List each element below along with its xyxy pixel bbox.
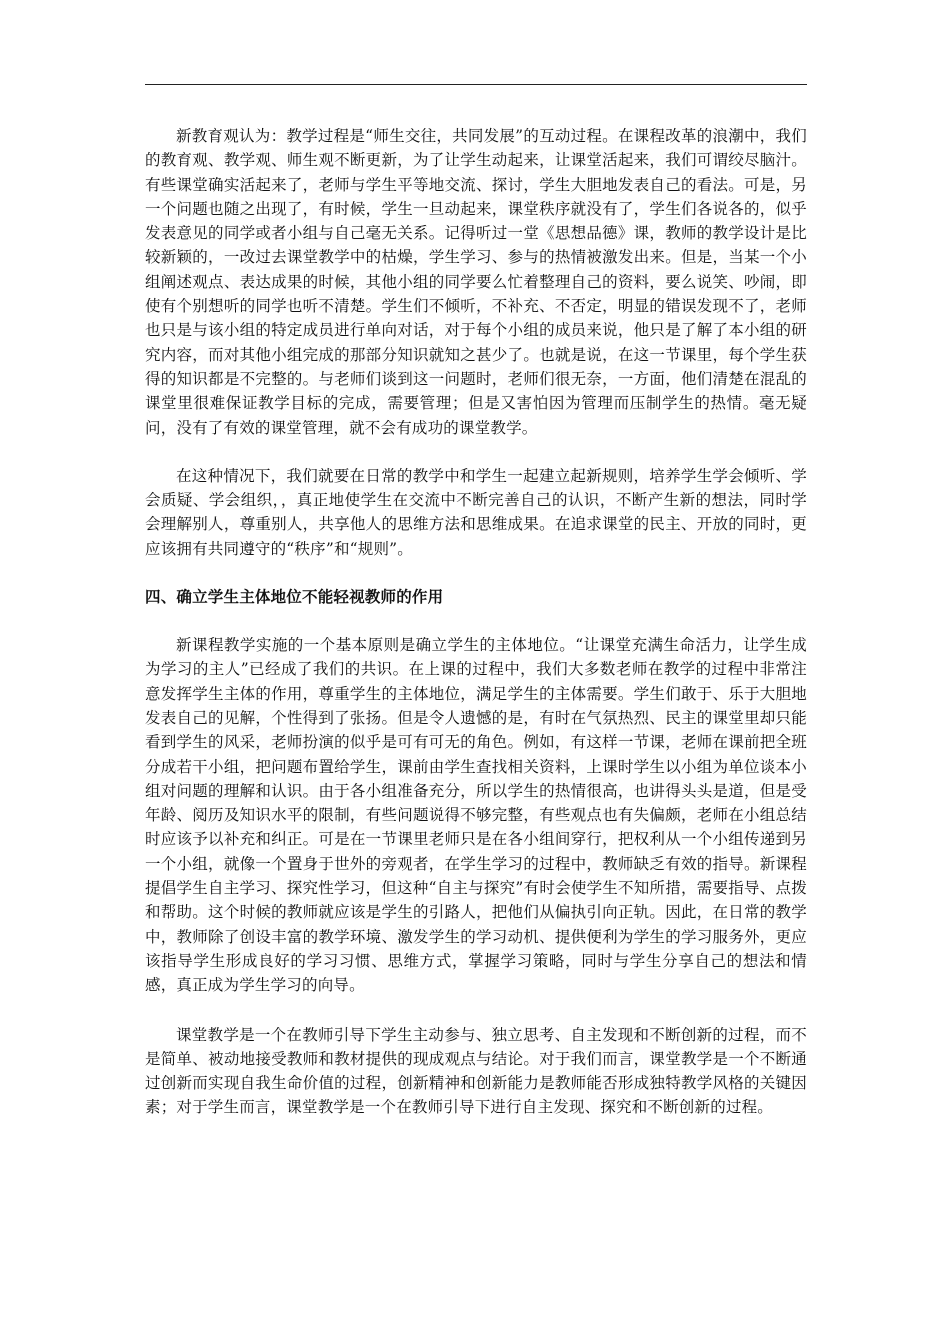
paragraph-new-rules: 在这种情况下，我们就要在日常的教学中和学生一起建立起新规则，培养学生学会倾听、学会质疑、学会组织，，真正地使学生在交流中不断完善自己的认识，不断产生新的想法，同时学会理解别人，尊重别人，共享他人的思维方法和思维成果。在追求课堂的民主、开放的同时，更应该拥有共同遵守的“秩序”和“规则”。 xyxy=(145,466,807,558)
paragraph-teaching-process: 新教育观认为：教学过程是“师生交往，共同发展”的互动过程。在课程改革的浪潮中，我们的教育观、教学观、师生观不断更新，为了让学生动起来，让课堂活起来，我们可谓绞尽脑汁。有些课堂确实活起来了，老师与学生平等地交流、探讨，学生大胆地发表自己的看法。可是，另一个问题也随之出现了，有时候，学生一旦动起来，课堂秩序就没有了，学生们各说各的，似乎发表意见的同学或者小组与自己毫无关系。记得听过一堂《思想品德》课，教师的教学设计是比较新颖的，一改过去课堂教学中的枯燥，学生学习、参与的热情被激发出来。但是，当某一个小组阐述观点、表达成果的时候，其他小组的同学要么忙着整理自己的资料，要么说笑、吵闹，即使有个别想听的同学也听不清楚。学生们不倾听，不补充、不否定，明显的错误发现不了，老师也只是与该小组的特定成员进行单向对话，对于每个小组的成员来说，他只是了解了本小组的研究内容，而对其他小组完成的那部分知识就知之甚少了。也就是说，在这一节课里，每个学生获得的知识都是不完整的。与老师们谈到这一问题时，老师们很无奈，一方面，他们清楚在混乱的课堂里很难保证教学目标的完成，需要管理；但是又害怕因为管理而压制学生的热情。毫无疑问，没有了有效的课堂管理，就不会有成功的课堂教学。 xyxy=(145,127,807,437)
paragraph-classroom-innovation: 课堂教学是一个在教师引导下学生主动参与、独立思考、自主发现和不断创新的过程，而不是简单、被动地接受教师和教材提供的现成观点与结论。对于我们而言，课堂教学是一个不断通过创新而实现自我生命价值的过程，创新精神和创新能力是教师能否形成独特教学风格的关键因素；对于学生而言，课堂教学是一个在教师引导下进行自主发现、探究和不断创新的过程。 xyxy=(145,1025,807,1117)
document-body xyxy=(145,124,807,1120)
header-rule xyxy=(145,84,807,85)
section-heading: 四、确立学生主体地位不能轻视教师的作用 xyxy=(145,587,444,607)
paragraph-student-subject: 新课程教学实施的一个基本原则是确立学生的主体地位。“让课堂充满生命活力，让学生成为学习的主人”已经成了我们的共识。在上课的过程中，我们大多数老师在教学的过程中非常注意发挥学生主体的作用，尊重学生的主体地位，满足学生的主体需要。学生们敢于、乐于大胆地发表自己的见解，个性得到了张扬。但是令人遗憾的是，有时在气氛热烈、民主的课堂里却只能看到学生的风采，老师扮演的似乎是可有可无的角色。例如，有这样一节课，老师在课前把全班分成若干小组，把问题布置给学生，课前由学生查找相关资料，上课时学生以小组为单位谈本小组对问题的理解和认识。由于各小组准备充分，所以学生的热情很高，也讲得头头是道，但是受年龄、阅历及知识水平的限制，有些问题说得不够完整，有些观点也有失偏颇，老师在小组总结时应该予以补充和纠正。可是在一节课里老师只是在各小组间穿行，把权利从一个小组传递到另一个小组，就像一个置身于世外的旁观者，在学生学习的过程中，教师缺乏有效的指导。新课程提倡学生自主学习、探究性学习，但这种“自主与探究”有时会使学生不知所措，需要指导、点拨和帮助。这个时候的教师就应该是学生的引路人，把他们从偏执引向正轨。因此，在日常的教学中，教师除了创设丰富的教学环境、激发学生的学习动机、提供便利为学生的学习服务外，更应该指导学生形成良好的学习习惯、思维方式，掌握学习策略，同时与学生分享自己的想法和情感，真正成为学生学习的向导。 xyxy=(145,636,807,995)
